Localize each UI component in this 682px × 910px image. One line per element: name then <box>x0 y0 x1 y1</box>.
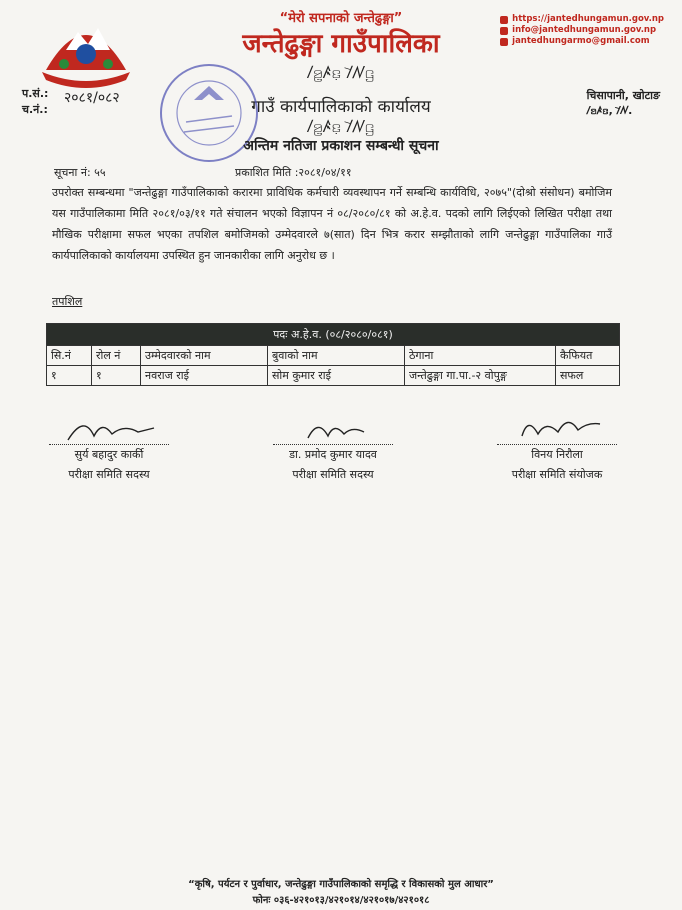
sub-office-script: ꤷꤤ꤭ꤴꤢ꤫ ꤷꤧꤾꤞ <box>307 117 375 137</box>
reference-value: २०८१/०८२ <box>64 90 120 106</box>
office-name: जन्तेढुङ्गा गाउँपालिका <box>242 29 440 59</box>
signature-block <box>248 410 418 485</box>
footer-phone: फोनः ०३६-४२१०१३/४२१०१४/४२१०१७/४२१०१८ <box>252 895 430 906</box>
table-header-row <box>47 346 620 366</box>
col-header: ठेगाना <box>405 346 556 366</box>
cell-father: सोम कुमार राई <box>268 366 405 386</box>
cell-address: जन्तेढुङ्गा गा.पा.-२ वोपुङ्ग <box>405 366 556 386</box>
email-link-secondary[interactable]: jantedhungarmo@gmail.com <box>512 36 650 46</box>
email-icon <box>500 27 508 35</box>
reference-labels <box>22 86 48 118</box>
notice-heading: अन्तिम नतिजा प्रकाशन सम्बन्धी सूचना <box>243 138 439 154</box>
location-line: चिसापानी, खोटाङ <box>586 89 660 102</box>
email-link[interactable]: info@jantedhungamun.gov.np <box>512 25 657 35</box>
notice-body: उपरोक्त सम्बन्धमा "जन्तेढुङ्गा गाउँपालिकाको करारमा प्राविधिक कर्मचारी व्यवस्थापन गर्ने सम्बन्धि कार्यविधि, २०७५"(दोश्रो संसोधन) बमोजिम यस गाउँपालिकामा मिति २०८१/०३/११ गते संचालन भएको विज्ञापन नं ०८/२०८०/८१ को अ.हे.व. पदको लागि लिईएको लिखित परीक्षा तथा मौखिक परीक्षामा सफल भएका तपशिल बमोजिमको उम्मेदवारले ७(सात) दिन भित्र करार सम्झौताको लागि जन्तेढुङ्गा गाउँपालिका गाउँ कार्यपालिकाको कार्यालयमा उपस्थित हुन जानकारीका लागि अनुरोध छ । <box>52 186 612 262</box>
cell-remark: सफल <box>556 366 620 386</box>
signatory-name: सुर्य बहादुर कार्की <box>74 448 144 461</box>
ref-label-ps: प.सं.: <box>22 87 49 100</box>
table-title: पदः अ.हे.व. (०८/२०८०/०८१) <box>47 324 620 346</box>
col-header: कैफियत <box>556 346 620 366</box>
notice-number: सूचना नं: ५५ <box>54 166 106 179</box>
signatory-role: परीक्षा समिति सदस्य <box>292 468 374 481</box>
cell-roll: १ <box>92 366 141 386</box>
cell-candidate: नवराज राई <box>141 366 268 386</box>
email-icon <box>500 38 508 46</box>
col-header: सि.नं <box>47 346 92 366</box>
header-slogan: “मेरो सपनाको जन्तेढुङ्गा” <box>279 11 403 26</box>
office-name-script: ꤷꤤ꤭ꤴꤢ꤫ ꤷꤧꤾꤞ <box>307 63 375 83</box>
table-row <box>47 366 620 386</box>
signatory-name: डा. प्रमोद कुमार यादव <box>289 448 377 461</box>
globe-icon <box>500 16 508 24</box>
details-label: तपशिल <box>52 295 83 308</box>
office-location <box>587 88 660 118</box>
ref-label-cn: च.नं.: <box>22 103 48 116</box>
website-link[interactable]: https://jantedhungamun.gov.np <box>512 14 664 24</box>
contact-info <box>500 14 664 47</box>
published-date: प्रकाशित मिति :२०८१/०४/११ <box>235 166 352 179</box>
sub-office-title: गाउँ कार्यपालिकाको कार्यालय <box>251 97 431 117</box>
footer-slogan: “कृषि, पर्यटन र पुर्वाधार, जन्तेढुङ्गा गाउँपालिकाको समृद्धि र विकासको मुल आधार” <box>188 879 494 890</box>
signatory-role: परीक्षा समिति संयोजक <box>511 468 603 481</box>
signature-block <box>472 410 642 485</box>
cell-serial: १ <box>47 366 92 386</box>
signatory-role: परीक्षा समिति सदस्य <box>68 468 150 481</box>
results-table <box>46 323 620 386</box>
signature-block <box>24 410 194 485</box>
location-line-script: ꤷꤤꤴꤢ, ꤷꤧꤾ. <box>586 104 633 117</box>
col-header: बुवाको नाम <box>268 346 405 366</box>
signatory-name: विनय निरौला <box>531 448 583 461</box>
col-header: उम्मेदवारको नाम <box>141 346 268 366</box>
col-header: रोल नं <box>92 346 141 366</box>
